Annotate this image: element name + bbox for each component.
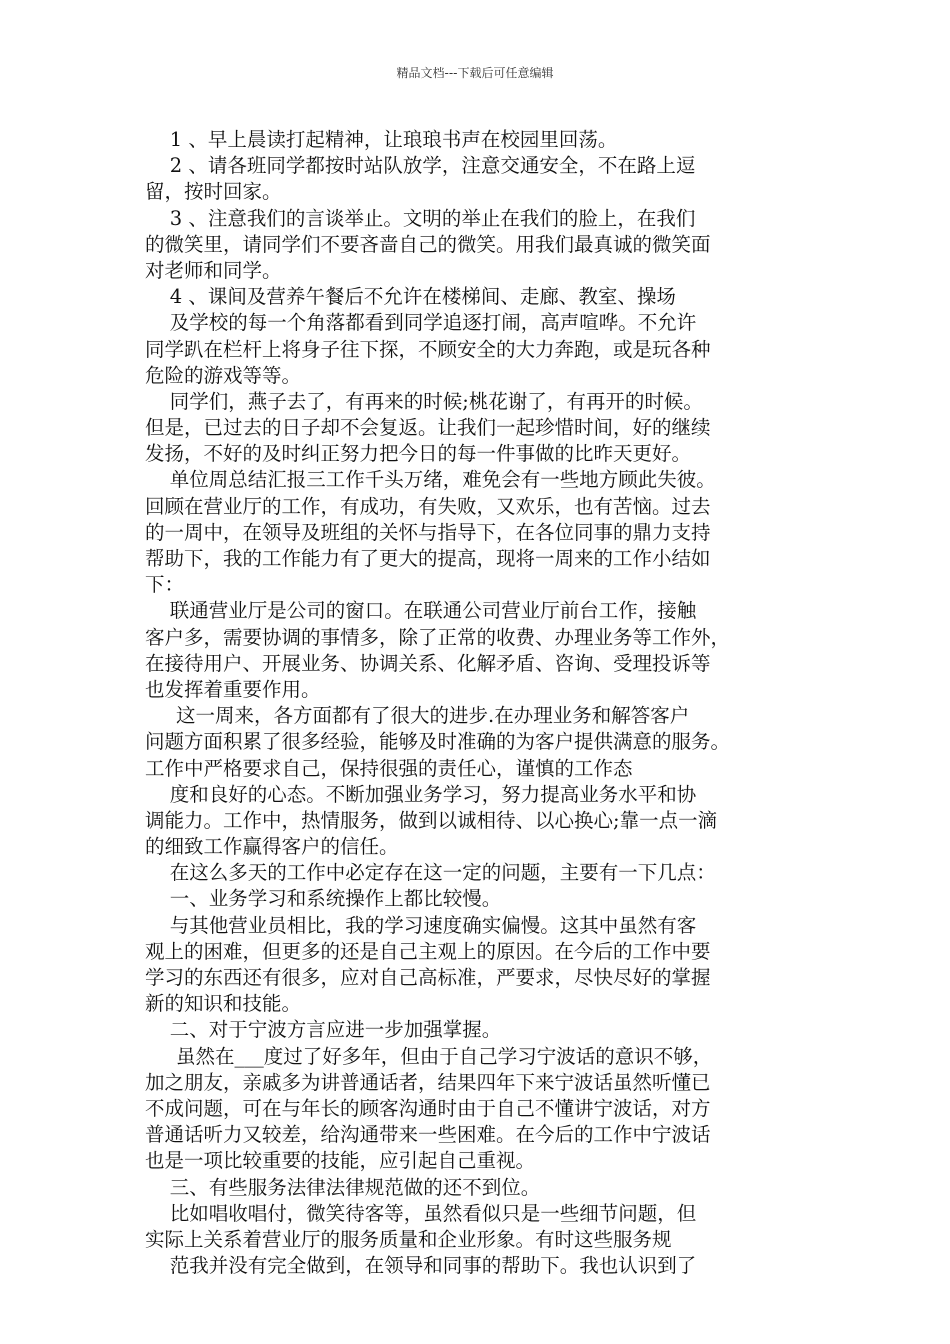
text-line: 及学校的每一个角落都看到同学追逐打闹，高声喧哗。不允许 <box>145 311 697 335</box>
text-line: 客户多，需要协调的事情多，除了正常的收费、办理业务等工作外， <box>145 625 731 649</box>
text-line: 问题方面积累了很多经验，能够及时准确的为客户提供满意的服务。 <box>145 730 731 754</box>
text-line: 实际上关系着营业厅的服务质量和企业形象。有时这些服务规 <box>145 1227 672 1251</box>
text-line: 不成问题，可在与年长的顾客沟通时由于自己不懂讲宁波话，对方 <box>145 1096 711 1120</box>
text-line: 但是，已过去的日子却不会复返。让我们一起珍惜时间，好的继续 <box>145 416 711 440</box>
text-line: 发扬，不好的及时纠正努力把今日的每一件事做的比昨天更好。 <box>145 442 692 466</box>
text-line: 单位周总结汇报三工作千头万绪，难免会有一些地方顾此失彼。 <box>145 468 716 492</box>
text-line: 帮助下，我的工作能力有了更大的提高，现将一周来的工作小结如 <box>145 547 711 570</box>
text-line: 危险的游戏等等。 <box>145 363 302 387</box>
text-line: 调能力。工作中，热情服务，做到以诚相待、以心换心;靠一点一滴 <box>145 808 718 832</box>
text-line: 也是一项比较重要的技能，应引起自己重视。 <box>145 1149 536 1173</box>
text-line: 虽然在___度过了好多年，但由于自己学习宁波话的意识不够， <box>145 1044 713 1068</box>
page-header: 精品文档---下载后可任意编辑 <box>396 66 554 80</box>
text-line: 一、业务学习和系统操作上都比较慢。 <box>145 887 502 911</box>
text-line: 的微笑里，请同学们不要吝啬自己的微笑。用我们最真诚的微笑面 <box>145 232 711 256</box>
text-line: 同学们，燕子去了，有再来的时候;桃花谢了，有再开的时候。 <box>145 389 703 413</box>
text-line: 3 、注意我们的言谈举止。文明的举止在我们的脸上，在我们 <box>145 206 696 230</box>
text-line: 新的知识和技能。 <box>145 992 302 1016</box>
text-line: 普通话听力又较差，给沟通带来一些困难。在今后的工作中宁波话 <box>145 1123 711 1147</box>
text-line: 对老师和同学。 <box>145 258 282 282</box>
text-line: 下： <box>145 573 185 597</box>
text-line: 比如唱收唱付，微笑待客等，虽然看似只是一些细节问题，但 <box>145 1201 697 1225</box>
text-line: 范我并没有完全做到，在领导和同事的帮助下。我也认识到了 <box>145 1254 697 1278</box>
text-line: 三、有些服务法律法律规范做的还不到位。 <box>145 1175 541 1199</box>
text-line: 加之朋友，亲戚多为讲普通话者，结果四年下来宁波话虽然听懂已 <box>145 1070 711 1094</box>
text-line: 在这么多天的工作中必定存在这一定的问题，主要有一下几点： <box>145 861 716 885</box>
text-line <box>145 1279 825 1305</box>
text-line: 这一周来，各方面都有了很大的进步.在办理业务和解答客户 <box>145 704 690 728</box>
text-line: 回顾在营业厅的工作，有成功，有失败，又欢乐，也有苦恼。过去 <box>145 494 711 518</box>
text-line: 在接待用户、开展业务、协调关系、化解矛盾、咨询、受理投诉等 <box>145 651 711 675</box>
document-body <box>145 127 825 1305</box>
text-line: 联通营业厅是公司的窗口。在联通公司营业厅前台工作，接触 <box>145 599 697 623</box>
text-line: 也发挥着重要作用。 <box>145 677 321 701</box>
text-line: 的细致工作赢得客户的信任。 <box>145 835 399 859</box>
text-line: 与其他营业员相比，我的学习速度确实偏慢。这其中虽然有客 <box>145 913 697 937</box>
text-line: 2 、请各班同学都按时站队放学，注意交通安全，不在路上逗 <box>145 154 696 178</box>
text-line: 观上的困难，但更多的还是自己主观上的原因。在今后的工作中要 <box>145 939 711 963</box>
text-line: 1 、早上晨读打起精神，让琅琅书声在校园里回荡。 <box>145 128 618 151</box>
text-line: 4 、课间及营养午餐后不允许在楼梯间、走廊、教室、操场 <box>145 285 676 309</box>
text-line: 的一周中，在领导及班组的关怀与指导下，在各位同事的鼎力支持 <box>145 520 711 544</box>
text-line: 学习的东西还有很多，应对自己高标准，严要求，尽快尽好的掌握 <box>145 966 711 989</box>
text-line: 留，按时回家。 <box>145 180 282 204</box>
text-line: 度和良好的心态。不断加强业务学习，努力提高业务水平和协 <box>145 782 697 806</box>
text-line: 工作中严格要求自己，保持很强的责任心，谨慎的工作态 <box>145 756 633 780</box>
text-line: 同学趴在栏杆上将身子往下探，不顾安全的大力奔跑，或是玩各种 <box>145 337 711 361</box>
text-line: 二、对于宁波方言应进一步加强掌握。 <box>145 1018 502 1042</box>
